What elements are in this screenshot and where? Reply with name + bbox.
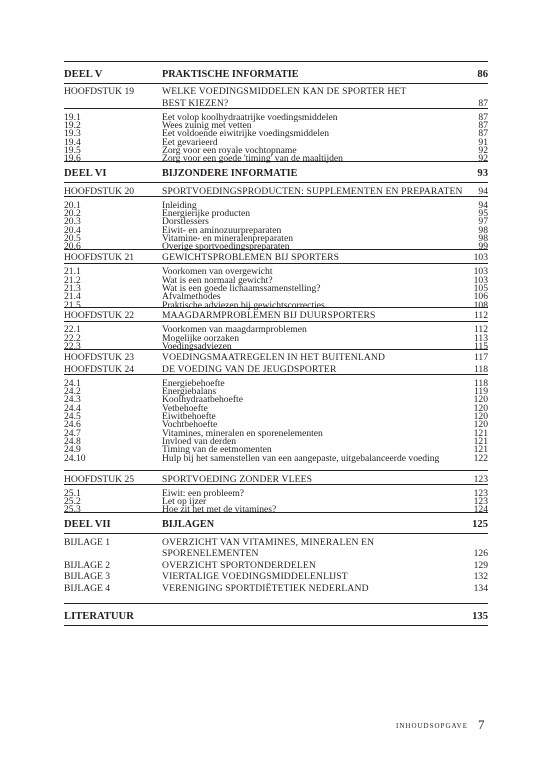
toc-entry-number: 19.6 [64,153,81,165]
toc-divider [64,182,488,183]
toc-divider [64,512,488,513]
toc-entry-number: 21.5 [64,299,81,311]
toc-entry-page: 122 [473,452,488,464]
toc-entry-title: OVERZICHT VAN VITAMINES, MINERALEN EN [162,536,375,548]
toc-entry-page: 125 [472,519,488,531]
toc-entry-page: 113 [473,332,488,344]
toc-entry-page: 112 [473,324,488,336]
toc-entry-title: Zorg voor een royale vochtopname [162,144,297,156]
toc-entry-number: 20.3 [64,216,81,228]
toc-entry-title: Koolhydraatbehoefte [162,394,243,406]
toc-entry-page: 124 [473,504,488,516]
toc-entry-page: 91 [478,136,488,148]
toc-entry-page: 87 [478,128,488,140]
toc-entry-title: Let op ijzer [162,495,207,507]
toc-entry-title: Energiebalans [162,385,217,397]
toc-entry-number: HOOFDSTUK 21 [64,252,135,264]
toc-entry-number: 20.6 [64,241,81,253]
toc-entry-title: Energiebehoefte [162,377,225,389]
toc-entry-title: Vetbehoefte [162,402,208,414]
toc-entry-page: 103 [473,266,488,278]
toc-entry-page: 118 [473,363,488,375]
toc-entry-number: 19.1 [64,111,81,123]
toc-entry-page: 119 [473,385,488,397]
toc-entry-number: 24.3 [64,394,81,406]
toc-entry-title: BIJLAGEN [162,519,215,531]
toc-entry-title: Voorkomen van maagdarmproblemen [162,324,307,336]
toc-entry-title: Praktische adviezen bij gewichtscorrecties [162,299,325,311]
toc-entry-number: BIJLAGE 2 [64,559,111,571]
toc-entry-page: 97 [478,216,488,228]
toc-entry-title: Eet gevarieerd [162,136,218,148]
toc-divider [64,307,488,308]
toc-entry-number: 22.3 [64,341,81,353]
toc-divider [64,603,488,604]
toc-entry-number: DEEL V [64,68,103,80]
toc-divider [64,83,488,84]
toc-entry-title: MAAGDARMPROBLEMEN BIJ DUURSPORTERS [162,310,376,322]
toc-entry-number: 24.6 [64,419,81,431]
toc-entry-number: HOOFDSTUK 25 [64,473,135,485]
footer-section-label: INHOUDSOPGAVE [396,722,468,730]
toc-entry-number: HOOFDSTUK 22 [64,310,135,322]
toc-entry-page: 118 [473,377,488,389]
toc-entry-number: 24.4 [64,402,81,414]
toc-entry-page: 120 [473,419,488,431]
toc-entry-number: 19.5 [64,144,81,156]
toc-entry-number: 20.1 [64,199,81,211]
toc-entry-title: Eiwitbehoefte [162,410,216,422]
toc-entry-number: 20.4 [64,224,81,236]
toc-divider [64,484,488,485]
toc-entry-title: Wat is een normaal gewicht? [162,274,273,286]
toc-entry-page: 105 [473,282,488,294]
toc-entry-title: VERENIGING SPORTDIËTETIEK NEDERLAND [162,582,369,594]
toc-entry-title: Eiwit- en aminozuurpreparaten [162,224,282,236]
toc-divider [64,61,488,62]
toc-entry-title: Hoe zit het met de vitamines? [162,504,277,516]
toc-entry-number: 19.2 [64,119,81,131]
toc-entry-number: LITERATUUR [64,610,134,622]
toc-entry-page: 129 [473,559,488,571]
toc-entry-number: HOOFDSTUK 19 [64,86,135,97]
toc-entry-title: Timing van de eetmomenten [162,444,272,456]
toc-entry-title: VOEDINGSMAATREGELEN IN HET BUITENLAND [162,352,386,363]
toc-entry-number: 24.10 [64,452,86,464]
toc-entry-number: 24.8 [64,435,81,447]
toc-entry-page: 87 [478,111,488,123]
toc-entry-number: HOOFDSTUK 23 [64,352,135,363]
toc-entry-number: 24.1 [64,377,81,389]
toc-entry-number: 21.2 [64,274,81,286]
toc-entry-number: 24.9 [64,444,81,456]
toc-entry-title: Inleiding [162,199,197,211]
toc-entry-number: BIJLAGE 4 [64,582,111,594]
toc-entry-page: 120 [473,402,488,414]
toc-entry-page: 99 [478,241,488,253]
toc-entry-title: Vochtbehoefte [162,419,218,431]
toc-entry-page: 123 [473,473,488,485]
toc-entry-page: 98 [478,233,488,244]
toc-entry-number: 21.3 [64,282,81,294]
toc-entry-page: 123 [473,495,488,507]
toc-entry-number: 24.2 [64,385,81,397]
toc-entry-page: 117 [473,352,488,363]
toc-entry-page: 123 [473,487,488,499]
toc-entry-title: Afvalmethodes [162,291,221,303]
page-number: 7 [478,717,485,732]
toc-entry-page: 94 [478,199,488,211]
toc-entry-title: DE VOEDING VAN DE JEUGDSPORTER [162,363,337,375]
toc-entry-number: 25.1 [64,487,81,499]
toc-entry-title: Voedingsadviezen [162,341,232,353]
toc-entry-title: SPORTVOEDINGSPRODUCTEN: SUPPLEMENTEN EN PREPARATEN [162,185,463,197]
toc-entry-number: 20.2 [64,207,81,219]
toc-entry-title: Invloed van derden [162,435,237,447]
toc-entry-number: 22.2 [64,332,81,344]
toc-entry-number: BIJLAGE 1 [64,536,111,548]
toc-divider [64,249,488,250]
toc-entry-title: Vitamines, mineralen en sporenelementen [162,427,323,439]
toc-entry-page: 115 [473,341,488,353]
toc-entry-page: 87 [478,97,488,109]
toc-entry-number: 24.7 [64,427,81,439]
toc-divider [64,533,488,534]
toc-divider [64,108,488,109]
toc-entry-title: Vitamine- en mineralenpreparaten [162,233,294,244]
toc-entry-title: Wat is een goede lichaamssamenstelling? [162,282,321,294]
toc-entry-page: 94 [478,185,488,197]
toc-entry-page: 120 [473,410,488,422]
toc-entry-page: 92 [478,144,488,156]
toc-entry-number: DEEL VI [64,168,107,180]
toc-entry-page: 132 [473,571,488,583]
toc-entry-number: 20.5 [64,233,81,244]
toc-entry-title: Zorg voor een goede 'timing' van de maaltijden [162,153,343,165]
toc-divider [64,196,488,197]
toc-divider [64,349,488,350]
toc-entry-title: VIERTALIGE VOEDINGSMIDDELENLIJST [162,571,348,583]
toc-entry-title: Eet volop koolhydraatrijke voedingsmiddelen [162,111,338,123]
toc-entry-page: 92 [478,153,488,165]
toc-entry-page: 103 [473,274,488,286]
toc-entry-number: 22.1 [64,324,81,336]
toc-entry-title: BEST KIEZEN? [162,97,229,109]
toc-entry-page: 108 [473,299,488,311]
toc-divider [64,470,488,471]
toc-entry-number: 21.1 [64,266,81,278]
toc-entry-page: 95 [478,207,488,219]
toc-entry-number: DEEL VII [64,519,111,531]
toc-divider [64,161,488,162]
toc-entry-page: 112 [473,310,488,322]
toc-entry-number: 24.5 [64,410,81,422]
toc-entry-title: Overige sportvoedingspreparaten [162,241,290,253]
toc-entry-page: 135 [472,610,488,622]
toc-entry-number: 25.3 [64,504,81,516]
toc-entry-title: GEWICHTSPROBLEMEN BIJ SPORTERS [162,252,340,264]
toc-entry-title: SPORENELEMENTEN [162,548,259,560]
toc-entry-title: WELKE VOEDINGSMIDDELEN KAN DE SPORTER HET [162,86,407,97]
toc-entry-page: 121 [473,427,488,439]
toc-divider [64,374,488,375]
toc-entry-number: 19.4 [64,136,81,148]
toc-entry-page: 87 [478,119,488,131]
toc-divider [64,321,488,322]
toc-entry-title: Energierijke producten [162,207,250,219]
toc-entry-title: PRAKTISCHE INFORMATIE [162,68,299,80]
toc-divider [64,263,488,264]
toc-entry-title: OVERZICHT SPORTONDERDELEN [162,559,316,571]
toc-entry-page: 121 [473,435,488,447]
toc-entry-page: 106 [473,291,488,303]
toc-entry-page: 86 [477,68,488,80]
toc-entry-title: Mogelijke oorzaken [162,332,239,344]
toc-entry-title: Eiwit: een probleem? [162,487,245,499]
toc-entry-number: 19.3 [64,128,81,140]
toc-entry-number: 21.4 [64,291,81,303]
toc-entry-page: 93 [477,168,488,180]
toc-divider [64,625,488,626]
toc-entry-title: Eet voldoende eiwitrijke voedingsmiddelen [162,128,330,140]
toc-entry-page: 98 [478,224,488,236]
toc-entry-number: BIJLAGE 3 [64,571,111,583]
toc-entry-number: HOOFDSTUK 24 [64,363,135,375]
toc-entry-title: Hulp bij het samenstellen van een aangepaste, uitgebalanceerde voeding [162,452,440,464]
toc-entry-number: HOOFDSTUK 20 [64,185,135,197]
toc-entry-page: 120 [473,394,488,406]
toc-entry-title: Dorstlessers [162,216,209,228]
toc-entry-page: 134 [473,582,488,594]
toc-entry-title: Wees zuinig met vetten [162,119,252,131]
toc-entry-title: Voorkomen van overgewicht [162,266,273,278]
toc-entry-page: 103 [473,252,488,264]
toc-entry-page: 126 [473,548,488,560]
toc-entry-page: 121 [473,444,488,456]
toc-entry-number: 25.2 [64,495,81,507]
toc-entry-title: SPORTVOEDING ZONDER VLEES [162,473,313,485]
toc-entry-title: BIJZONDERE INFORMATIE [162,168,298,180]
